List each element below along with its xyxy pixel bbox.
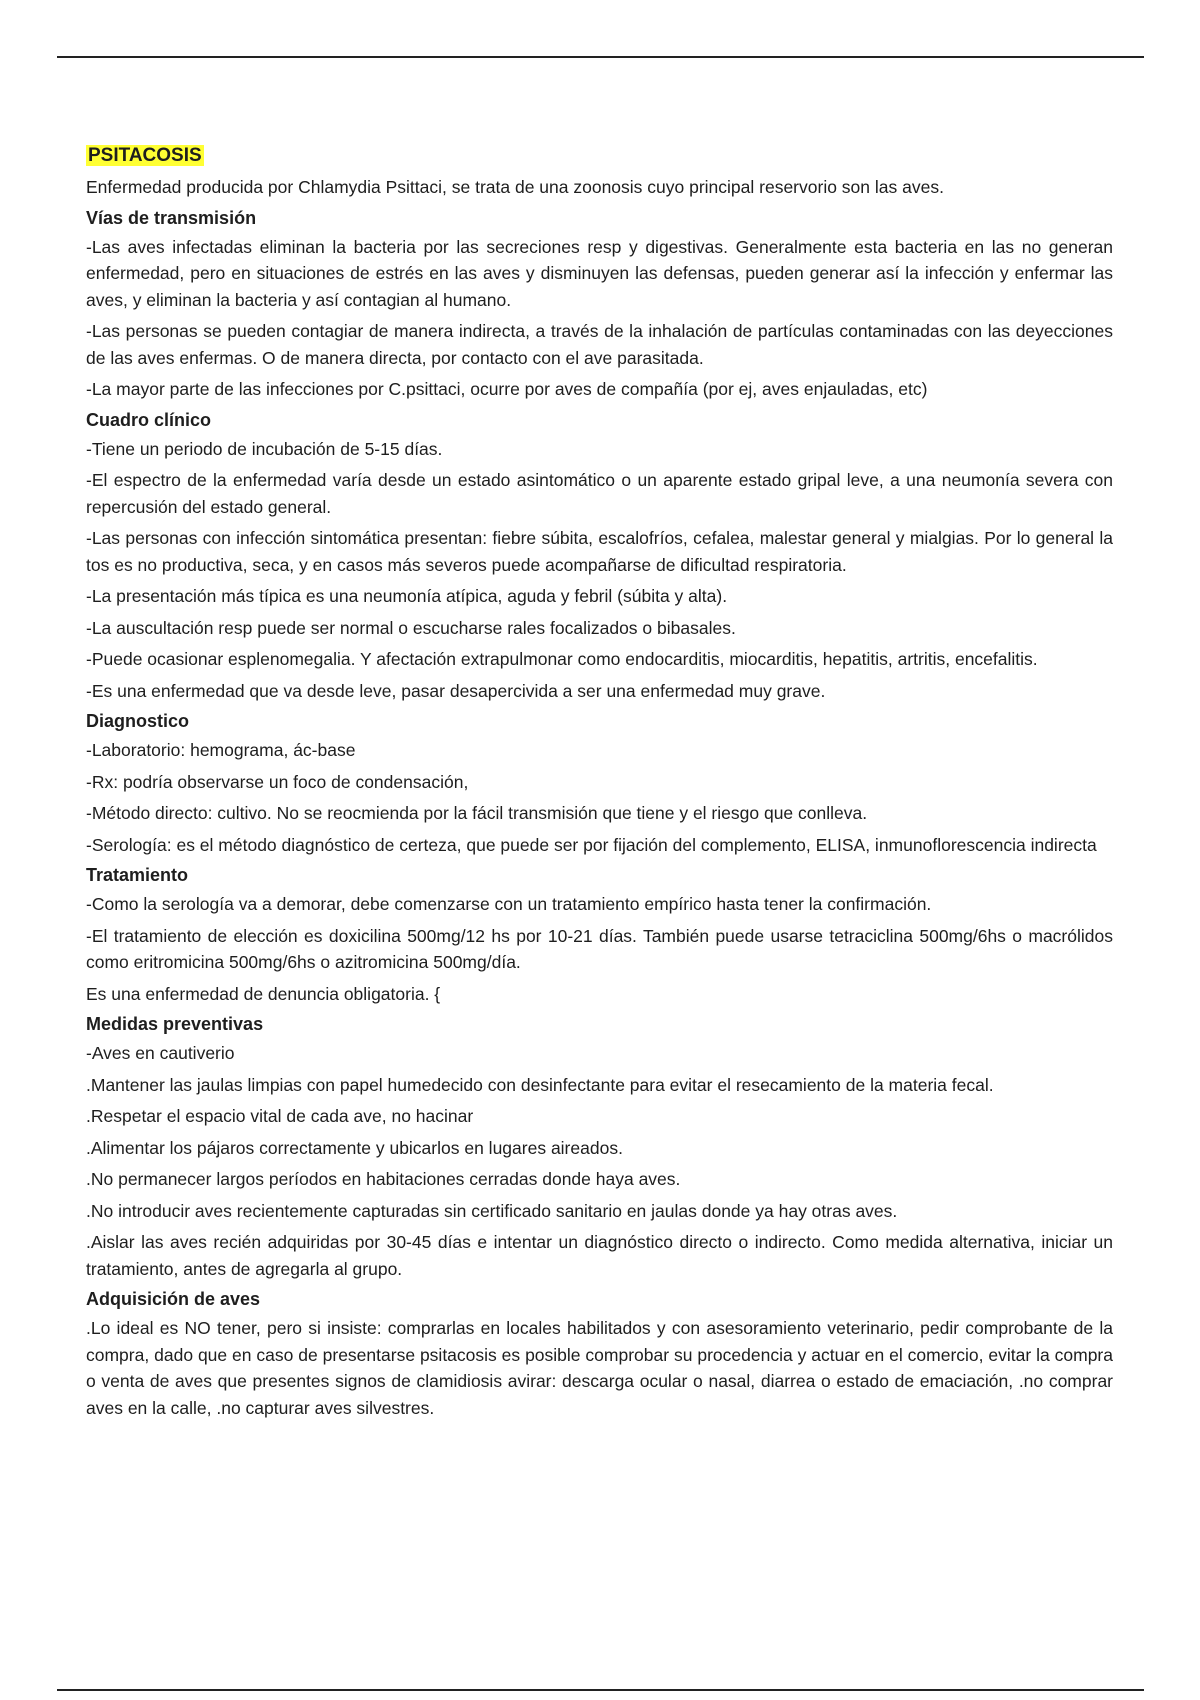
paragraph: -La presentación más típica es una neumonía atípica, aguda y febril (súbita y alta).	[86, 586, 728, 606]
page-bottom-rule	[57, 1689, 1144, 1691]
document-title	[86, 143, 1113, 169]
section-heading-tratamiento: Tratamiento	[86, 865, 189, 885]
section-heading-adquisicion: Adquisición de aves	[86, 1289, 261, 1309]
paragraph: -Aves en cautiverio	[86, 1043, 235, 1063]
paragraph: .Lo ideal es NO tener, pero si insiste: comprarlas en locales habilitados y con asesoramiento veterinario, pedir comprobante de la compra, dado que en caso de presentarse psitacosis es posible comprobar su procedencia y actuar en el comercio, evitar la compra o venta de aves que presentes signos de clamidiosis avirar: descarga ocular o nasal, diarrea o estado de emaciación, .no comprar aves en la calle, .no capturar aves silvestres.	[86, 1318, 1113, 1418]
paragraph: -Como la serología va a demorar, debe comenzarse con un tratamiento empírico hasta tener la confirmación.	[86, 894, 932, 914]
section-heading-cuadro-clinico: Cuadro clínico	[86, 409, 212, 430]
paragraph: -Rx: podría observarse un foco de condensación,	[86, 771, 469, 792]
document-body	[86, 143, 1113, 1426]
paragraph: -Serología: es el método diagnóstico de certeza, que puede ser por fijación del complemento, ELISA, inmunoflorescencia indirecta	[86, 834, 1097, 855]
page-top-rule	[57, 56, 1144, 58]
paragraph: .Respetar el espacio vital de cada ave, no hacinar	[86, 1106, 474, 1126]
paragraph: -La auscultación resp puede ser normal o escucharse rales focalizados o bibasales.	[86, 617, 736, 638]
paragraph: -El espectro de la enfermedad varía desde un estado asintomático o un aparente estado gripal leve, a una neumonía severa con repercusión del estado general.	[86, 470, 1113, 517]
section-heading-medidas-preventivas: Medidas preventivas	[86, 1014, 264, 1034]
intro-paragraph: Enfermedad producida por Chlamydia Psittaci, se trata de una zoonosis cuyo principal reservorio son las aves.	[86, 177, 944, 197]
paragraph: .Mantener las jaulas limpias con papel humedecido con desinfectante para evitar el resecamiento de la materia fecal.	[86, 1074, 994, 1095]
paragraph: -Las personas se pueden contagiar de manera indirecta, a través de la inhalación de partículas contaminadas con las deyecciones de las aves enfermas. O de manera directa, por contacto con el ave parasitada.	[86, 321, 1113, 368]
paragraph: .Alimentar los pájaros correctamente y ubicarlos en lugares aireados.	[86, 1137, 623, 1158]
paragraph: -Método directo: cultivo. No se reocmienda por la fácil transmisión que tiene y el riesgo que conlleva.	[86, 803, 868, 823]
paragraph: .No introducir aves recientemente capturadas sin certificado sanitario en jaulas donde ya hay otras aves.	[86, 1200, 898, 1221]
paragraph: Es una enfermedad de denuncia obligatoria. {	[86, 983, 441, 1004]
paragraph: -El tratamiento de elección es doxicilina 500mg/12 hs por 10-21 días. También puede usarse tetraciclina 500mg/6hs o macrólidos como eritromicina 500mg/6hs o azitromicina 500mg/día.	[86, 925, 1113, 972]
paragraph: .Aislar las aves recién adquiridas por 30-45 días e intentar un diagnóstico directo o indirecto. Como medida alternativa, iniciar un tratamiento, antes de agregarla al grupo.	[86, 1232, 1113, 1279]
paragraph: -La mayor parte de las infecciones por C.psittaci, ocurre por aves de compañía (por ej, aves enjauladas, etc)	[86, 379, 928, 399]
paragraph: .No permanecer largos períodos en habitaciones cerradas donde haya aves.	[86, 1169, 681, 1189]
paragraph: -Tiene un periodo de incubación de 5-15 días.	[86, 438, 443, 459]
section-heading-diagnostico: Diagnostico	[86, 711, 190, 731]
paragraph: -Es una enfermedad que va desde leve, pasar desapercivida a ser una enfermedad muy grave.	[86, 680, 826, 701]
paragraph: -Las aves infectadas eliminan la bacteria por las secreciones resp y digestivas. Generalmente esta bacteria en las no generan enfermedad, pero en situaciones de estrés en las aves y disminuyen las defensas, pueden generar así la infección y enfermar las aves, y eliminan la bacteria y así contagian al humano.	[86, 236, 1113, 310]
paragraph: -Las personas con infección sintomática presentan: fiebre súbita, escalofríos, cefalea, malestar general y mialgias. Por lo general la tos es no productiva, seca, y en casos más severos puede acompañarse de dificultad respiratoria.	[86, 528, 1113, 575]
title-highlight: PSITACOSIS	[88, 145, 202, 166]
section-heading-transmision: Vías de transmisión	[86, 207, 257, 228]
paragraph: -Puede ocasionar esplenomegalia. Y afectación extrapulmonar como endocarditis, miocarditis, hepatitis, artritis, encefalitis.	[86, 649, 1038, 669]
paragraph: -Laboratorio: hemograma, ác-base	[86, 740, 356, 760]
